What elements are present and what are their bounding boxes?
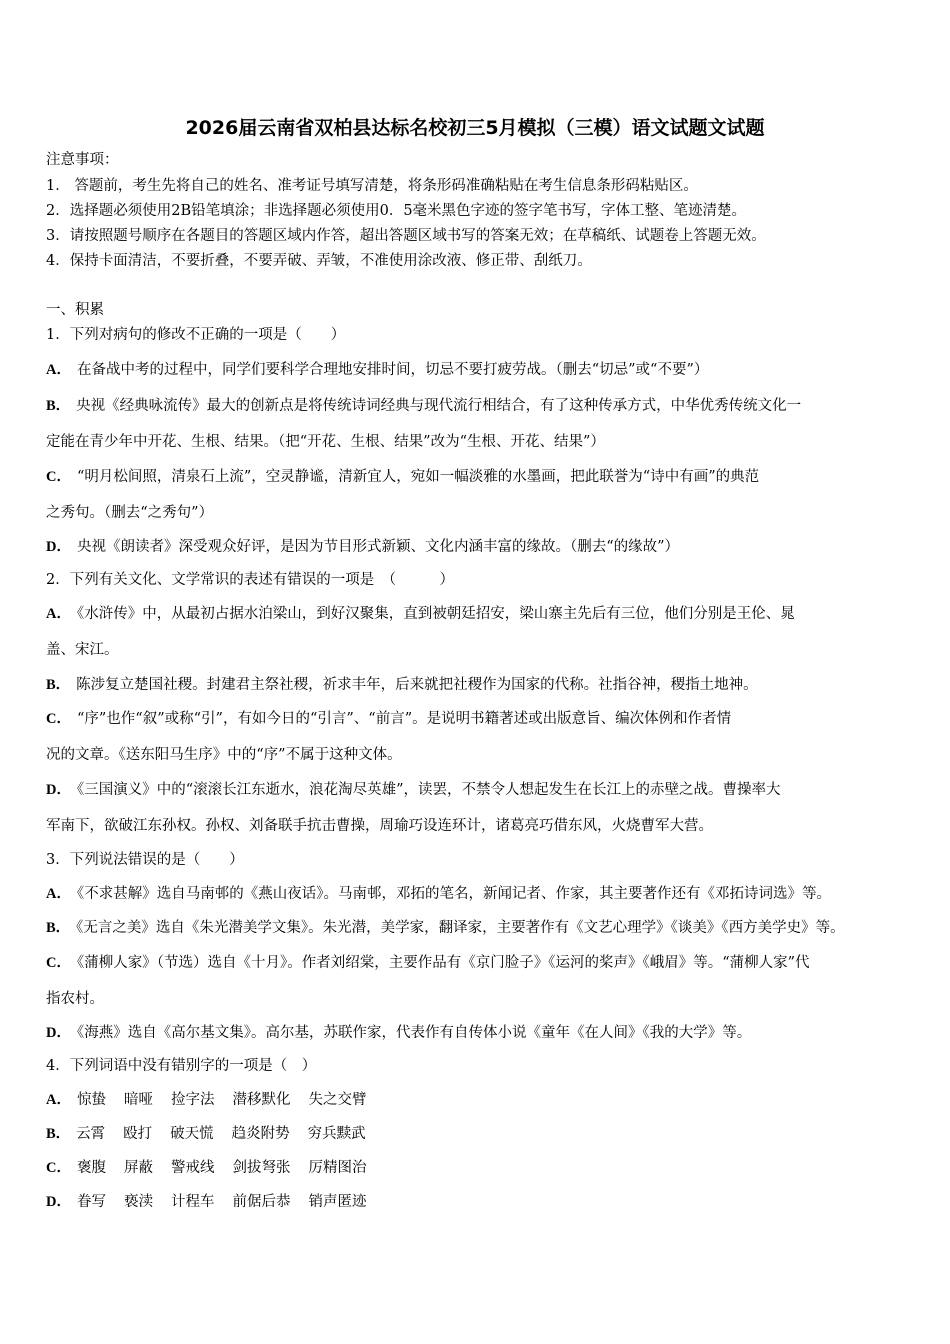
q1-option-c bbox=[46, 467, 759, 487]
q4-option-d bbox=[46, 1192, 384, 1212]
word: 销声匿迹 bbox=[308, 1194, 367, 1210]
q1-stem: 1．下列对病句的修改不正确的一项是（ ） bbox=[46, 327, 346, 343]
q1-option-b bbox=[46, 396, 801, 416]
word: 亵渎 bbox=[123, 1194, 153, 1210]
option-label: B． bbox=[46, 920, 71, 936]
notice-item-4: 4．保持卡面清洁，不要折叠，不要弄破、弄皱，不准使用涂改液、修正带、刮纸刀。 bbox=[46, 253, 592, 269]
word: 失之交臂 bbox=[308, 1092, 367, 1108]
word: 屏蔽 bbox=[123, 1160, 153, 1176]
word: 捡字法 bbox=[170, 1092, 215, 1108]
option-label: B． bbox=[46, 1126, 71, 1142]
word: 前倨后恭 bbox=[232, 1194, 291, 1210]
option-label: D． bbox=[46, 1194, 71, 1210]
word: 趋炎附势 bbox=[231, 1126, 290, 1142]
q2-option-c bbox=[46, 709, 731, 729]
option-label: C． bbox=[46, 711, 71, 727]
word: 警戒线 bbox=[170, 1160, 215, 1176]
section-heading: 一、积累 bbox=[46, 302, 104, 318]
word: 穷兵黩武 bbox=[307, 1126, 366, 1142]
option-label: D． bbox=[46, 782, 71, 798]
q3-option-c-cont: 指农村。 bbox=[46, 991, 104, 1007]
option-label: C． bbox=[46, 469, 71, 485]
word: 褒腹 bbox=[76, 1160, 106, 1176]
option-text: “序”也作“叙”或称“引”，有如今日的“引言”、“前言”。是说明书籍著述或出版意旨、编次体例和作者情 bbox=[76, 711, 732, 727]
word: 殴打 bbox=[123, 1126, 153, 1142]
word: 眷写 bbox=[76, 1194, 106, 1210]
notice-item-1: 1． 答题前，考生先将自己的姓名、准考证号填写清楚，将条形码准确粘贴在考生信息条形码粘贴区。 bbox=[46, 178, 698, 194]
q2-option-c-cont: 况的文章。《送东阳马生序》中的“序”不属于这种文体。 bbox=[46, 747, 402, 763]
option-label: C． bbox=[46, 955, 71, 971]
option-text: 在备战中考的过程中，同学们要科学合理地安排时间，切忌不要打疲劳战。（删去“切忌”或“不要”） bbox=[76, 362, 709, 378]
option-label: D． bbox=[46, 1025, 71, 1041]
q2-option-a bbox=[46, 604, 795, 624]
option-label: A． bbox=[46, 886, 71, 902]
option-text: 《无言之美》选自《朱光潜美学文集》。朱光潜，美学家，翻译家，主要著作有《文艺心理学》《谈美》《西方美学史》等。 bbox=[76, 920, 845, 936]
option-label: C． bbox=[46, 1160, 71, 1176]
word: 破天慌 bbox=[170, 1126, 214, 1142]
q1-option-c-cont: 之秀句。（删去“之秀句”） bbox=[46, 505, 214, 521]
q1-option-b-cont: 定能在青少年中开花、生根、结果。（把“开花、生根、结果”改为“生根、开花、结果”） bbox=[46, 434, 605, 450]
notice-item-2: 2．选择题必须使用2B铅笔填涂；非选择题必须使用0．5毫米黑色字迹的签字笔书写，字体工整、笔迹清楚。 bbox=[46, 203, 747, 219]
option-text: 《海燕》选自《高尔基文集》。高尔基，苏联作家，代表作有自传体小说《童年《在人间》《我的大学》等。 bbox=[76, 1025, 752, 1041]
word: 计程车 bbox=[170, 1194, 215, 1210]
option-label: A． bbox=[46, 362, 71, 378]
q1-option-a bbox=[46, 360, 708, 380]
q2-stem: 2．下列有关文化、文学常识的表述有错误的一项是 （ ） bbox=[46, 572, 454, 588]
option-label: B． bbox=[46, 398, 71, 414]
q2-option-d bbox=[46, 780, 781, 800]
q2-option-a-cont: 盖、宋江。 bbox=[46, 642, 119, 658]
option-text: “明月松间照，清泉石上流”，空灵静谧，清新宜人，宛如一幅淡雅的水墨画，把此联誉为“诗中有画”的典范 bbox=[76, 469, 760, 485]
word: 剑拔弩张 bbox=[232, 1160, 291, 1176]
q3-option-c bbox=[46, 953, 810, 973]
q4-option-c bbox=[46, 1158, 384, 1178]
word: 惊蛰 bbox=[76, 1092, 106, 1108]
option-text: 《水浒传》中，从最初占据水泊梁山，到好汉聚集，直到被朝廷招安，梁山寨主先后有三位，他们分别是王伦、晁 bbox=[76, 606, 795, 622]
q4-option-b bbox=[46, 1124, 384, 1144]
word: 潜移默化 bbox=[232, 1092, 291, 1108]
option-text: 《不求甚解》选自马南邨的《燕山夜话》。马南邨，邓拓的笔名，新闻记者、作家，其主要著作还有《邓拓诗词选》等。 bbox=[76, 886, 831, 902]
q1-option-d bbox=[46, 537, 679, 557]
option-text: 《三国演义》中的“滚滚长江东逝水，浪花淘尽英雄”，读罢，不禁令人想起发生在长江上的赤壁之战。曹操率大 bbox=[76, 782, 781, 798]
option-text: 央视《朗读者》深受观众好评，是因为节目形式新颖、文化内涵丰富的缘故。（删去“的缘故”） bbox=[76, 539, 680, 555]
option-label: B． bbox=[46, 677, 71, 693]
page-title: 2026届云南省双柏县达标名校初三5月模拟（三模）语文试题文试题 bbox=[185, 117, 765, 139]
q4-option-a bbox=[46, 1090, 384, 1110]
q3-option-d bbox=[46, 1023, 751, 1043]
q3-option-b bbox=[46, 918, 845, 938]
option-label: A． bbox=[46, 606, 71, 622]
word: 厉精图治 bbox=[308, 1160, 367, 1176]
option-label: A． bbox=[46, 1092, 71, 1108]
word: 云霄 bbox=[76, 1126, 106, 1142]
option-text: 陈涉复立楚国社稷。封建君主祭社稷，祈求丰年，后来就把社稷作为国家的代称。社指谷神，稷指土地神。 bbox=[76, 677, 758, 693]
option-text: 央视《经典咏流传》最大的创新点是将传统诗词经典与现代流行相结合，有了这种传承方式，中华优秀传统文化一 bbox=[76, 398, 802, 414]
q2-option-b bbox=[46, 675, 758, 695]
q3-stem: 3．下列说法错误的是（ ） bbox=[46, 852, 244, 868]
q3-option-a bbox=[46, 884, 831, 904]
word: 暗哑 bbox=[123, 1092, 153, 1108]
option-text: 《蒲柳人家》（节选）选自《十月》。作者刘绍棠，主要作品有《京门脸子》《运河的桨声》《峨眉》等。“蒲柳人家”代 bbox=[76, 955, 810, 971]
q4-stem: 4．下列词语中没有错别字的一项是（ ） bbox=[46, 1058, 317, 1074]
option-label: D． bbox=[46, 539, 71, 555]
notice-heading: 注意事项： bbox=[46, 152, 119, 168]
notice-item-3: 3．请按照题号顺序在各题目的答题区域内作答，超出答题区域书写的答案无效；在草稿纸、试题卷上答题无效。 bbox=[46, 228, 766, 244]
q2-option-d-cont: 军南下，欲破江东孙权。孙权、刘备联手抗击曹操，周瑜巧设连环计，诸葛亮巧借东风，火烧曹军大营。 bbox=[46, 818, 713, 834]
